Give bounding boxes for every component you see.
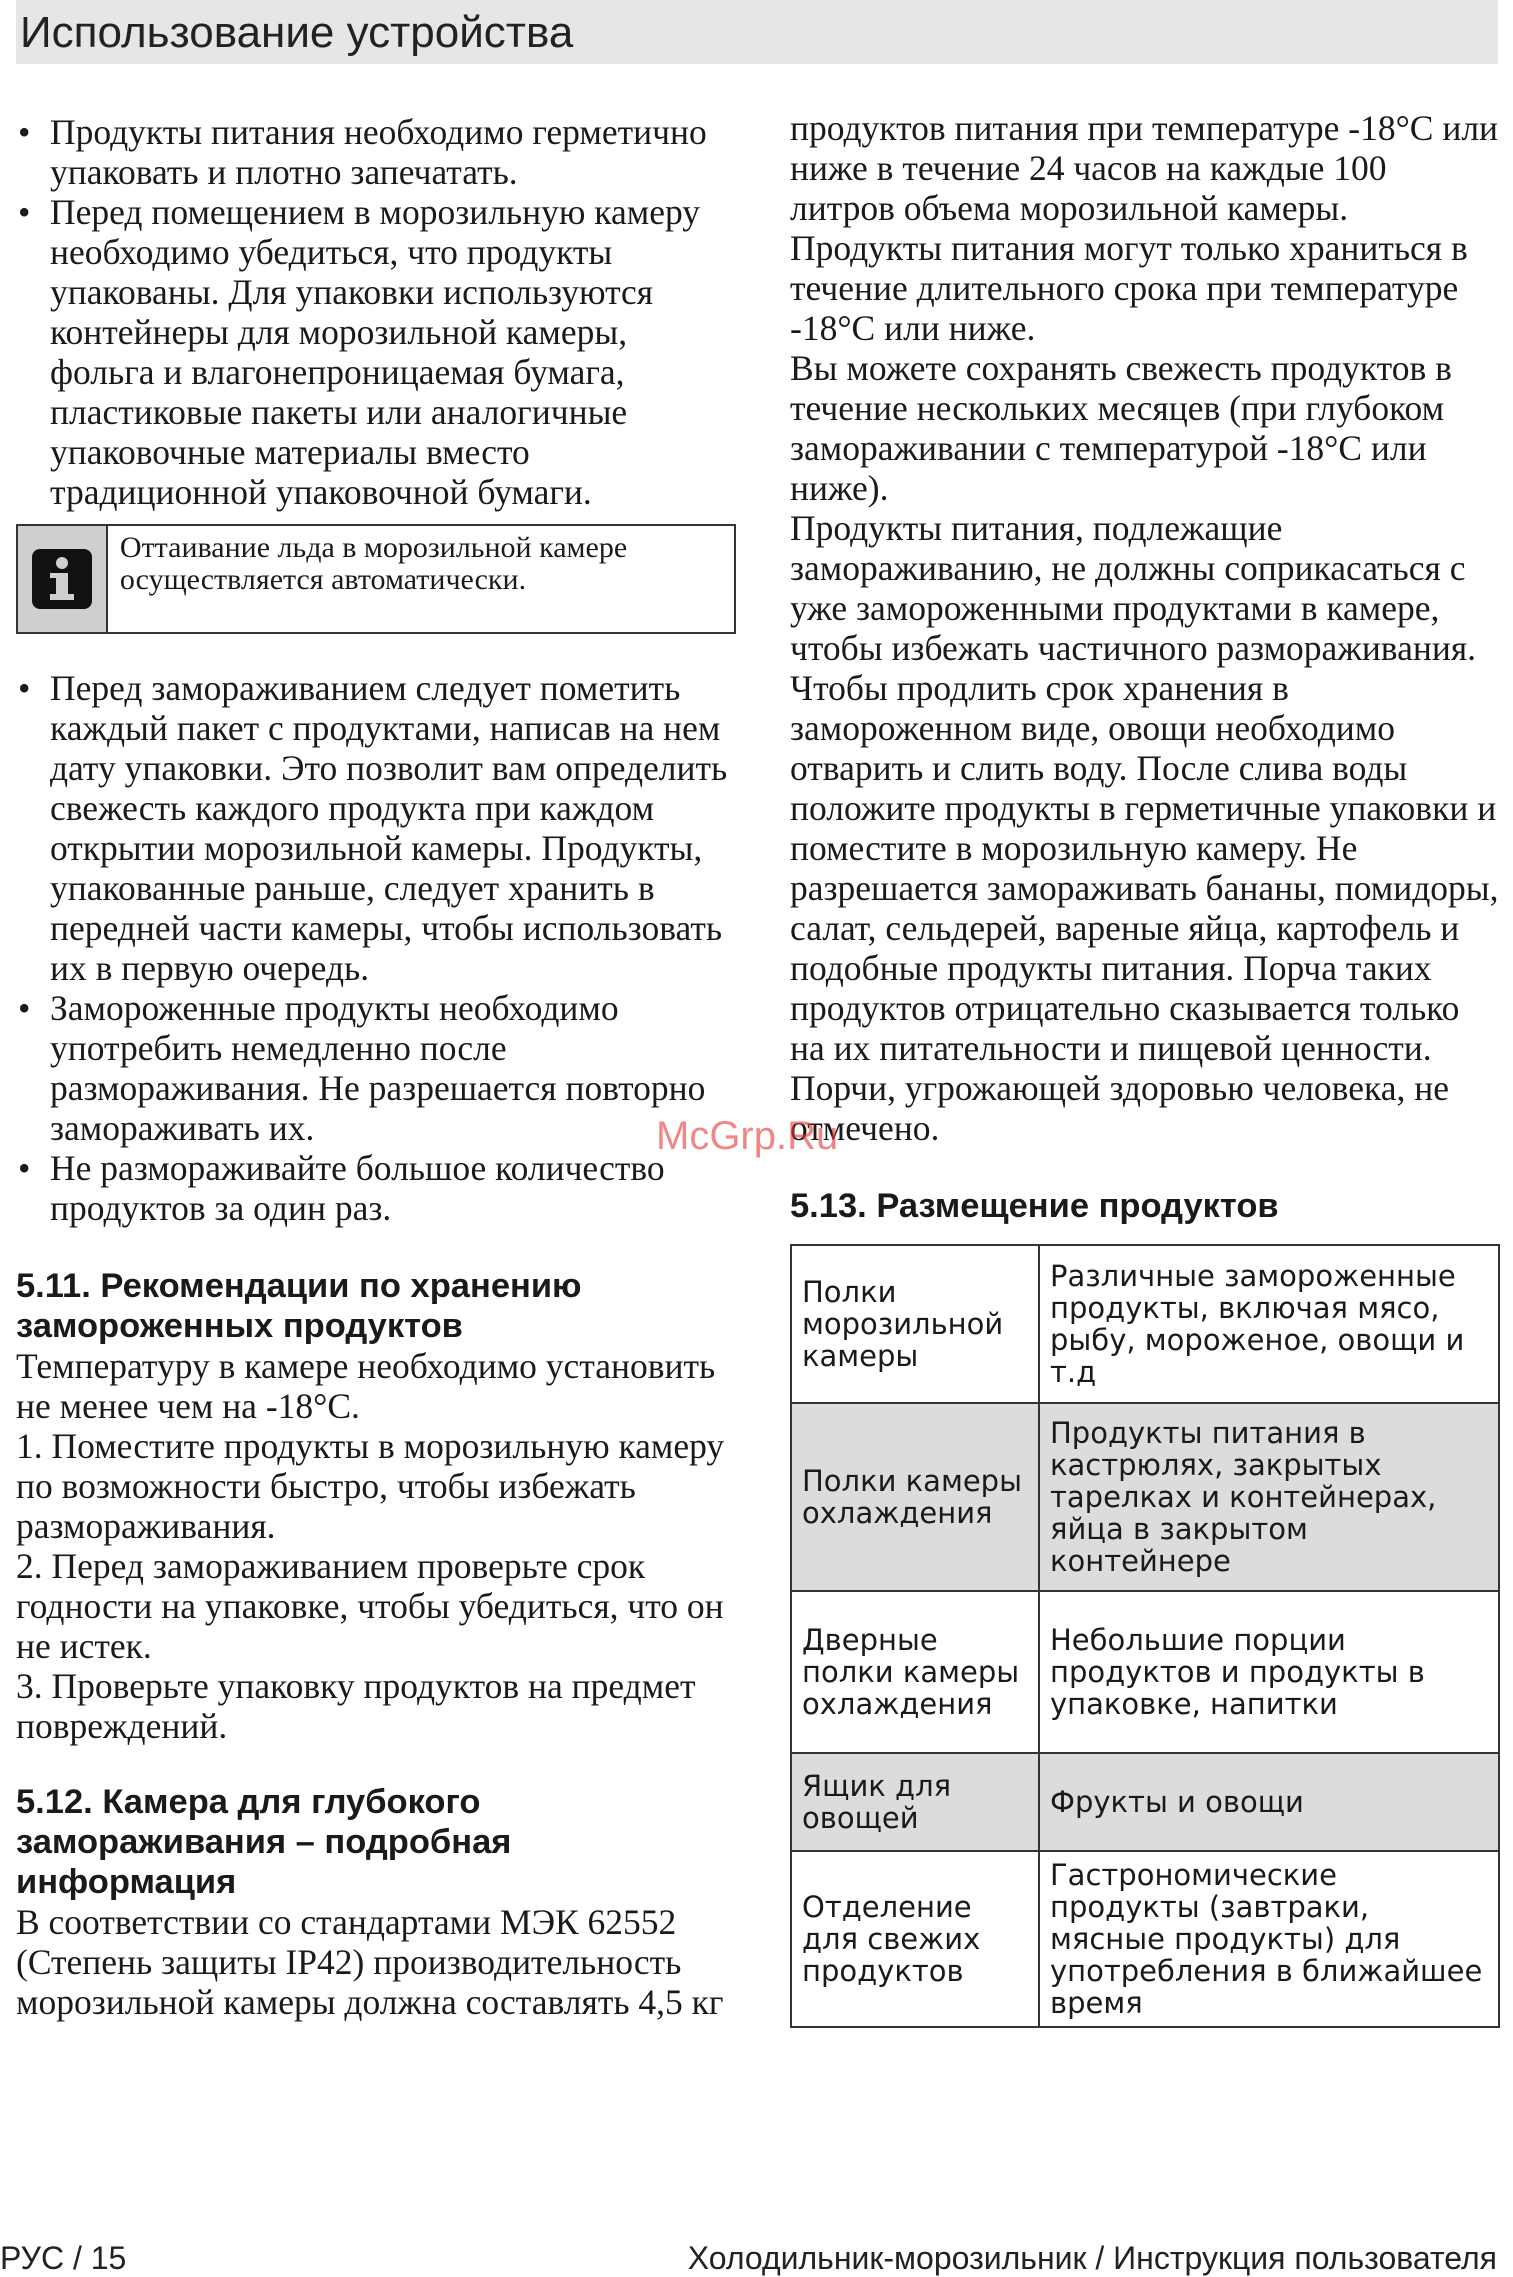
paragraph: Температуру в камере необходимо установить не менее чем на -18°C. — [16, 1346, 716, 1426]
paragraph: 2. Перед замораживанием проверьте срок годности на упаковке, чтобы убедиться, что он не истек. — [16, 1546, 724, 1666]
table-cell-content: Гастрономические продукты (завтраки, мясные продукты) для употребления в ближайшее время — [1039, 1851, 1499, 2027]
table-row — [791, 1753, 1499, 1851]
footer-title: Холодильник-морозильник / Инструкция пользователя — [687, 2240, 1497, 2276]
table-row — [791, 1403, 1499, 1591]
right-column — [790, 108, 1500, 2028]
paragraph: Вы можете сохранять свежесть продуктов в течение нескольких месяцев (при глубоком замораживании с температурой -18°C или ниже). — [790, 348, 1452, 508]
section-heading-5-12: 5.12. Камера для глубокого замораживания – подробная информация — [16, 1783, 512, 1901]
page-title: Использование устройства — [20, 8, 574, 57]
left-column — [16, 112, 736, 2022]
paragraph: Продукты питания могут только храниться в течение длительного срока при температуре -18°C или ниже. — [790, 228, 1468, 348]
table-row — [791, 1851, 1499, 2027]
bullet-list-freezing — [16, 668, 736, 1228]
table-cell-content: Небольшие порции продуктов и продукты в упаковке, напитки — [1039, 1591, 1499, 1753]
list-item: • Перед замораживанием следует пометить каждый пакет с продуктами, написав на нем дату упаковки. Это позволит вам определить свежесть каждого продукта при каждом открытии морозильной камеры. Продукты, упакованные раньше, следует хранить в передней части камеры, чтобы использовать их в первую очередь. — [16, 668, 736, 988]
paragraph: 3. Проверьте упаковку продуктов на предмет повреждений. — [16, 1666, 696, 1746]
info-notice — [16, 524, 736, 634]
table-cell-place: Полки камеры охлаждения — [791, 1403, 1039, 1591]
table-cell-content: Фрукты и овощи — [1039, 1753, 1499, 1851]
bullet-list-packaging — [16, 112, 736, 512]
food-placement-table — [790, 1244, 1500, 2028]
info-icon — [30, 547, 94, 611]
page-number: РУС / 15 — [0, 2240, 127, 2276]
list-item: • Перед помещением в морозильную камеру необходимо убедиться, что продукты упакованы. Для упаковки используются контейнеры для морозильной камеры, фольга и влагонепроницаемая бумага, пластиковые пакеты или аналогичные упаковочные материалы вместо традиционной упаковочной бумаги. — [16, 192, 736, 512]
paragraph: В соответствии со стандартами МЭК 62552 (Степень защиты IP42) производительность морозильной камеры должна составлять 4,5 кг — [16, 1902, 724, 2022]
page-header — [16, 0, 1498, 64]
notice-icon-cell — [18, 526, 108, 632]
table-cell-place: Ящик для овощей — [791, 1753, 1039, 1851]
section-heading-5-13: 5.13. Размещение продуктов — [790, 1187, 1279, 1225]
paragraph: Чтобы продлить срок хранения в замороженном виде, овощи необходимо отварить и слить воду. После слива воды положите продукты в герметичные упаковки и поместите в морозильную камеру. Не разрешается замораживать бананы, помидоры, салат, сельдерей, вареные яйца, картофель и подобные продукты питания. Порча таких продуктов отрицательно сказывается только на их питательности и пищевой ценности. Порчи, угрожающей здоровью человека, не отмечено. — [790, 668, 1499, 1148]
list-item: • Не размораживайте большое количество продуктов за один раз. — [16, 1148, 736, 1228]
paragraph: продуктов питания при температуре -18°C или ниже в течение 24 часов на каждые 100 литров объема морозильной камеры. — [790, 108, 1499, 228]
table-row — [791, 1591, 1499, 1753]
notice-text: Оттаивание льда в морозильной камере осуществляется автоматически. — [119, 531, 628, 596]
table-cell-place: Полки морозильной камеры — [791, 1245, 1039, 1403]
list-item: • Замороженные продукты необходимо употребить немедленно после размораживания. Не разрешается повторно замораживать их. — [16, 988, 736, 1148]
paragraph: 1. Поместите продукты в морозильную камеру по возможности быстро, чтобы избежать размораживания. — [16, 1426, 725, 1546]
paragraph: Продукты питания, подлежащие замораживанию, не должны соприкасаться с уже замороженными продуктами в камере, чтобы избежать частичного размораживания. — [790, 508, 1477, 668]
list-item: • Продукты питания необходимо герметично упаковать и плотно запечатать. — [16, 112, 736, 192]
table-cell-content: Различные замороженные продукты, включая мясо, рыбу, мороженое, овощи и т.д — [1039, 1245, 1499, 1403]
table-row — [791, 1245, 1499, 1403]
watermark: McGrp.Ru — [656, 1114, 839, 1158]
table-cell-place: Дверные полки камеры охлаждения — [791, 1591, 1039, 1753]
section-heading-5-11: 5.11. Рекомендации по хранению замороженных продуктов — [16, 1267, 582, 1345]
table-cell-content: Продукты питания в кастрюлях, закрытых тарелках и контейнерах, яйца в закрытом контейнере — [1039, 1403, 1499, 1591]
table-cell-place: Отделение для свежих продуктов — [791, 1851, 1039, 2027]
